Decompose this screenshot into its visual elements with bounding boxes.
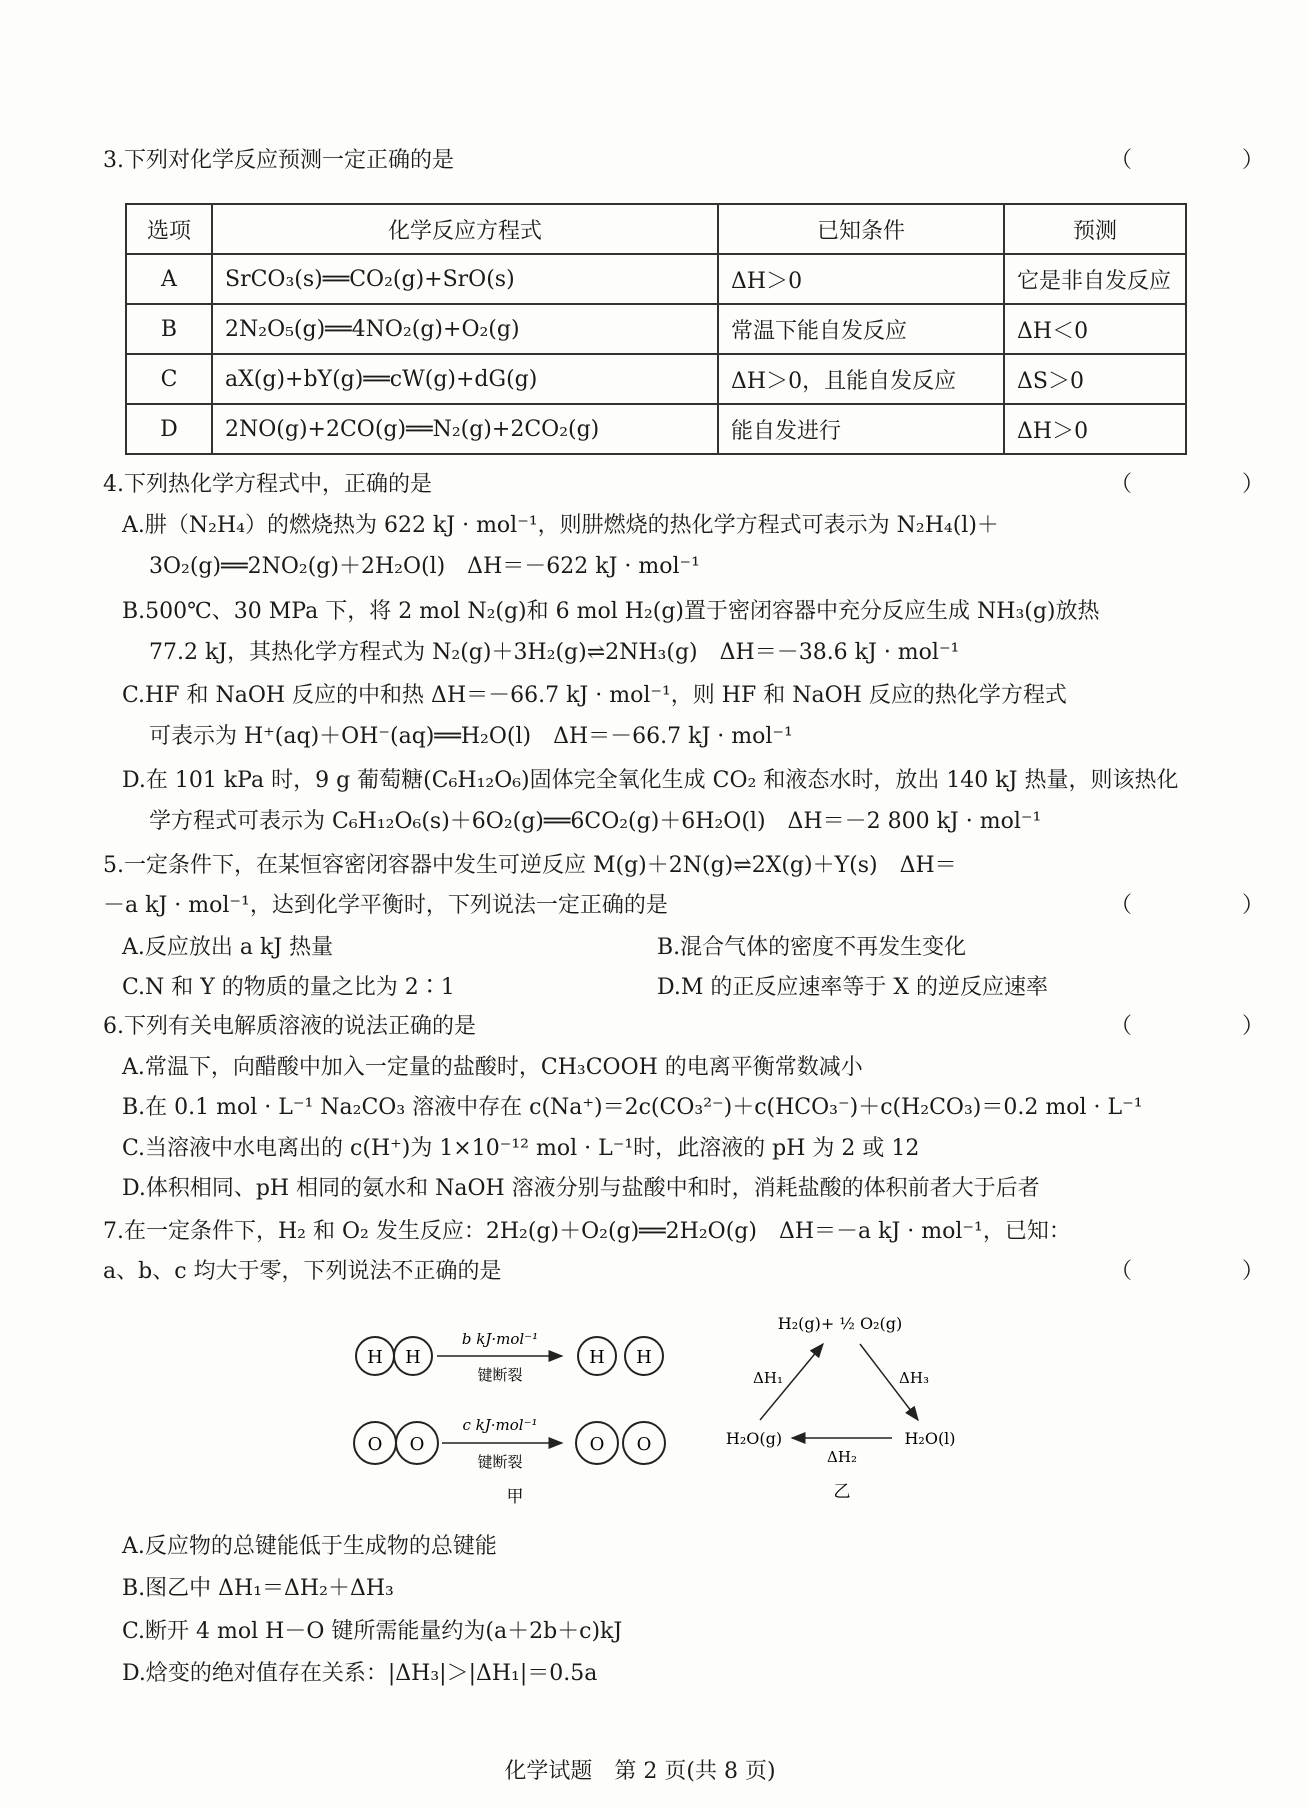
row-condition: 能自发进行 bbox=[718, 404, 1004, 454]
page-footer: 化学试题 第 2 页(共 8 页) bbox=[504, 1759, 776, 1784]
row-option: C bbox=[126, 354, 212, 404]
row-option: A bbox=[126, 254, 212, 304]
q7-stem-cont: a、b、c 均大于零，下列说法不正确的是 bbox=[103, 1259, 502, 1284]
o-atom-label: O bbox=[589, 1434, 605, 1455]
table-row bbox=[126, 354, 1186, 404]
q6-option-b: B.在 0.1 mol · L⁻¹ Na₂CO₃ 溶液中存在 c(Na⁺)＝2c(CO₃²⁻)＋c(HCO₃⁻)＋c(H₂CO₃)＝0.2 mol · L⁻¹ bbox=[122, 1095, 1143, 1120]
q5-option-b: B.混合气体的密度不再发生变化 bbox=[657, 935, 967, 960]
q5-option-c: C.N 和 Y 的物质的量之比为 2∶1 bbox=[122, 975, 455, 1000]
state-left: H₂O(g) bbox=[725, 1429, 783, 1448]
q3-answer-paren: （ ） bbox=[1110, 148, 1308, 173]
row-prediction: ΔH＜0 bbox=[1004, 304, 1186, 354]
state-top: H₂(g)+ ½ O₂(g) bbox=[777, 1314, 903, 1333]
row-equation: 2N₂O₅(g)══4NO₂(g)+O₂(g) bbox=[212, 304, 718, 354]
q7-stem: 7.在一定条件下，H₂ 和 O₂ 发生反应：2H₂(g)＋O₂(g)══2H₂O(g) ΔH＝－a kJ · mol⁻¹，已知： bbox=[103, 1219, 1071, 1244]
h-atom-label: H bbox=[367, 1347, 383, 1368]
bond-break-label: 键断裂 bbox=[477, 1453, 523, 1471]
table-row bbox=[126, 254, 1186, 304]
row-prediction: 它是非自发反应 bbox=[1004, 254, 1186, 304]
q4-option-c: C.HF 和 NaOH 反应的中和热 ΔH＝－66.7 kJ · mol⁻¹，则 HF 和 NaOH 反应的热化学方程式 bbox=[122, 683, 1067, 708]
q7-option-b: B.图乙中 ΔH₁＝ΔH₂＋ΔH₃ bbox=[122, 1576, 394, 1601]
q6-option-c: C.当溶液中水电离出的 c(H⁺)为 1×10⁻¹² mol · L⁻¹时，此溶液的 pH 为 2 或 12 bbox=[122, 1136, 920, 1161]
q4-option-c-cont: 可表示为 H⁺(aq)＋OH⁻(aq)══H₂O(l) ΔH＝－66.7 kJ · mol⁻¹ bbox=[149, 724, 793, 749]
row-prediction: ΔS＞0 bbox=[1004, 354, 1186, 404]
header-condition: 已知条件 bbox=[718, 204, 1004, 254]
q4-option-a-cont: 3O₂(g)══2NO₂(g)＋2H₂O(l) ΔH＝－622 kJ · mol⁻¹ bbox=[149, 554, 700, 579]
q3-stem: 3.下列对化学反应预测一定正确的是 bbox=[103, 148, 454, 173]
h-atom-label: H bbox=[405, 1347, 421, 1368]
row-equation: 2NO(g)+2CO(g)══N₂(g)+2CO₂(g) bbox=[212, 404, 718, 454]
q4-option-b-cont: 77.2 kJ，其热化学方程式为 N₂(g)＋3H₂(g)⇌2NH₃(g) ΔH＝－38.6 kJ · mol⁻¹ bbox=[149, 640, 960, 665]
q4-option-b: B.500℃、30 MPa 下，将 2 mol N₂(g)和 6 mol H₂(g)置于密闭容器中充分反应生成 NH₃(g)放热 bbox=[122, 599, 1100, 624]
dh3-label: ΔH₃ bbox=[899, 1369, 929, 1387]
figure-jia-caption: 甲 bbox=[506, 1487, 524, 1507]
row-prediction: ΔH＞0 bbox=[1004, 404, 1186, 454]
state-right: H₂O(l) bbox=[904, 1429, 956, 1448]
q5-stem-cont: －a kJ · mol⁻¹，达到化学平衡时，下列说法一定正确的是 bbox=[103, 893, 668, 918]
row-option: D bbox=[126, 404, 212, 454]
q7-option-d: D.焓变的绝对值存在关系：|ΔH₃|＞|ΔH₁|＝0.5a bbox=[122, 1661, 598, 1686]
o-atom-label: O bbox=[636, 1434, 652, 1455]
h-atom-label: H bbox=[589, 1347, 605, 1368]
table-row bbox=[126, 304, 1186, 354]
header-prediction: 预测 bbox=[1004, 204, 1186, 254]
header-option: 选项 bbox=[126, 204, 212, 254]
row-option: B bbox=[126, 304, 212, 354]
header-equation: 化学反应方程式 bbox=[212, 204, 718, 254]
row-equation: SrCO₃(s)══CO₂(g)+SrO(s) bbox=[212, 254, 718, 304]
q4-answer-paren: （ ） bbox=[1110, 472, 1308, 497]
q6-answer-paren: （ ） bbox=[1110, 1014, 1308, 1039]
q7-answer-paren: （ ） bbox=[1110, 1259, 1308, 1284]
q3-table bbox=[125, 203, 1187, 455]
figure-jia bbox=[340, 1300, 680, 1530]
table-row bbox=[126, 404, 1186, 454]
table-header-row bbox=[126, 204, 1186, 254]
q4-option-a: A.肼（N₂H₄）的燃烧热为 622 kJ · mol⁻¹，则肼燃烧的热化学方程式可表示为 N₂H₄(l)＋ bbox=[122, 513, 999, 538]
q5-option-d: D.M 的正反应速率等于 X 的逆反应速率 bbox=[657, 975, 1049, 1000]
q5-option-a: A.反应放出 a kJ 热量 bbox=[122, 935, 334, 960]
h-atom-label: H bbox=[636, 1347, 652, 1368]
q5-answer-paren: （ ） bbox=[1110, 893, 1308, 918]
dh2-label: ΔH₂ bbox=[827, 1448, 857, 1466]
q5-stem: 5.一定条件下，在某恒容密闭容器中发生可逆反应 M(g)＋2N(g)⇌2X(g)＋Y(s) ΔH＝ bbox=[103, 853, 957, 878]
q4-option-d: D.在 101 kPa 时，9 g 葡萄糖(C₆H₁₂O₆)固体完全氧化生成 CO₂ 和液态水时，放出 140 kJ 热量，则该热化 bbox=[122, 768, 1179, 793]
q6-option-a: A.常温下，向醋酸中加入一定量的盐酸时，CH₃COOH 的电离平衡常数减小 bbox=[122, 1055, 863, 1080]
o-atom-label: O bbox=[409, 1434, 425, 1455]
figure-yi-caption: 乙 bbox=[833, 1482, 851, 1502]
h-bond-energy: b kJ·mol⁻¹ bbox=[461, 1330, 539, 1348]
q7-option-a: A.反应物的总键能低于生成物的总键能 bbox=[122, 1534, 497, 1559]
q4-option-d-cont: 学方程式可表示为 C₆H₁₂O₆(s)＋6O₂(g)══6CO₂(g)＋6H₂O(l) ΔH＝－2 800 kJ · mol⁻¹ bbox=[149, 809, 1042, 834]
figure-yi bbox=[720, 1300, 960, 1510]
o-atom-label: O bbox=[367, 1434, 383, 1455]
row-condition: ΔH＞0，且能自发反应 bbox=[718, 354, 1004, 404]
bond-break-label: 键断裂 bbox=[477, 1366, 523, 1384]
o-bond-energy: c kJ·mol⁻¹ bbox=[462, 1416, 538, 1434]
q7-option-c: C.断开 4 mol H－O 键所需能量约为(a＋2b＋c)kJ bbox=[122, 1619, 623, 1644]
row-condition: ΔH＞0 bbox=[718, 254, 1004, 304]
row-condition: 常温下能自发反应 bbox=[718, 304, 1004, 354]
q6-stem: 6.下列有关电解质溶液的说法正确的是 bbox=[103, 1014, 476, 1039]
q6-option-d: D.体积相同、pH 相同的氨水和 NaOH 溶液分别与盐酸中和时，消耗盐酸的体积前者大于后者 bbox=[122, 1176, 1040, 1201]
dh1-label: ΔH₁ bbox=[753, 1369, 783, 1387]
q4-stem: 4.下列热化学方程式中，正确的是 bbox=[103, 472, 432, 497]
row-equation: aX(g)+bY(g)══cW(g)+dG(g) bbox=[212, 354, 718, 404]
